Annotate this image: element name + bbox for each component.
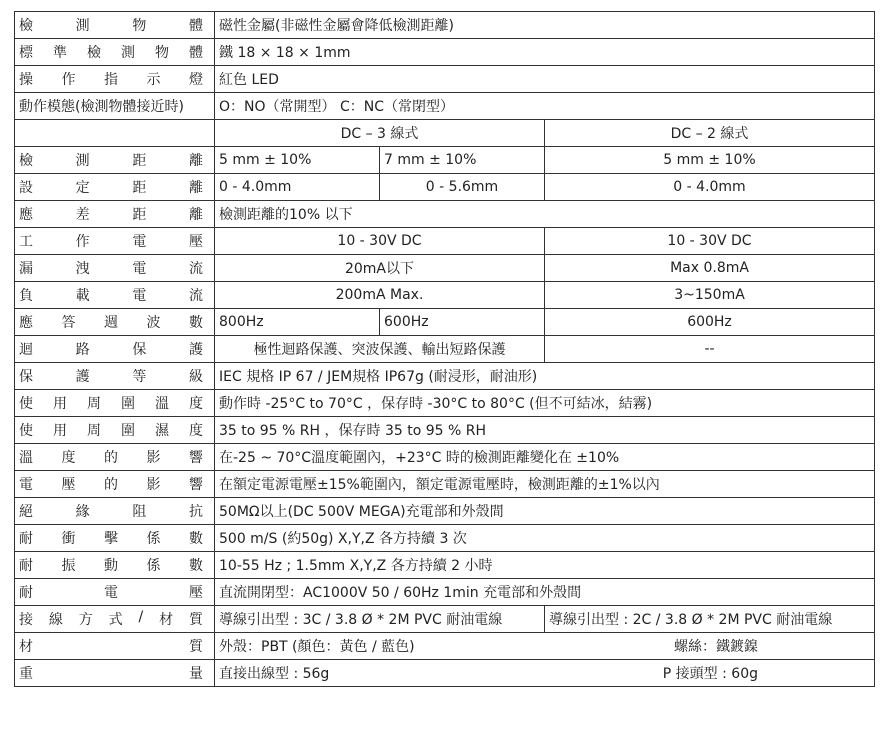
label-char: 度 [189, 423, 203, 439]
label-char: 響 [189, 477, 203, 493]
label-char: 壓 [189, 585, 203, 601]
value-dc3: 20mA以下 [215, 255, 545, 282]
spec-table [14, 11, 875, 687]
label-char: 式 [108, 612, 123, 628]
value-c: 0 - 4.0mm [545, 174, 875, 201]
split-value [219, 636, 870, 656]
row-value: 35 to 95 % RH ，保存時 35 to 95 % RH [215, 417, 875, 444]
label-char: 阻 [132, 504, 147, 520]
label-char: 操 [19, 72, 33, 88]
label-char: 離 [188, 207, 203, 223]
header-dc3: DC – 3 線式 [215, 120, 545, 147]
row-label [15, 255, 215, 282]
row-label-text [19, 555, 207, 575]
row-label [15, 579, 215, 606]
label-char: 抗 [188, 504, 203, 520]
row-label [15, 660, 215, 687]
row-label-text [19, 258, 207, 278]
label-char: 指 [104, 72, 118, 88]
table-row [15, 660, 875, 687]
row-label [15, 363, 215, 390]
value-b: 0 - 5.6mm [380, 174, 545, 201]
label-char: 波 [146, 315, 161, 331]
value-dc3: 導線引出型 : 3C / 3.8 Ø * 2M PVC 耐油電線 [215, 606, 545, 633]
row-label [15, 309, 215, 336]
label-char: 耐 [19, 585, 33, 601]
row-value: O：NO（常開型） C：NC（常閉型） [215, 93, 875, 120]
label-char: 流 [188, 288, 203, 304]
label-char: 緣 [75, 504, 90, 520]
label-char: 護 [188, 342, 203, 358]
label-char: 用 [53, 423, 67, 439]
label-char: 測 [121, 45, 135, 61]
label-char: 影 [146, 450, 161, 466]
label-char: 洩 [75, 261, 90, 277]
value-dc3: 極性迴路保護、突波保護、輸出短路保護 [215, 336, 545, 363]
label-char: 負 [19, 288, 33, 304]
label-char: 材 [19, 639, 33, 655]
label-char: 重 [19, 666, 33, 682]
row-label [15, 606, 215, 633]
label-char: 作 [75, 234, 90, 250]
table-row [15, 444, 875, 471]
table-row [15, 552, 875, 579]
row-label [15, 444, 215, 471]
row-label [15, 120, 215, 147]
label-char: 距 [132, 153, 147, 169]
value-left: 直接出線型 : 56g [219, 666, 330, 682]
row-label-text [19, 366, 207, 386]
row-label [15, 228, 215, 255]
label-char: 標 [19, 45, 33, 61]
label-char: 週 [104, 315, 118, 331]
row-label-text [19, 204, 207, 224]
label-char: 線 [48, 612, 63, 628]
label-char: 用 [53, 396, 67, 412]
table-row [15, 282, 875, 309]
row-label [15, 633, 215, 660]
table-row [15, 633, 875, 660]
label-char: 數 [189, 558, 203, 574]
label-char: 數 [189, 531, 203, 547]
label-char: 載 [75, 288, 90, 304]
label-char: 衝 [61, 531, 76, 547]
row-value: 直流開閉型：AC1000V 50 / 60Hz 1min 充電部和外殼間 [215, 579, 875, 606]
label-char: 周 [87, 423, 101, 439]
label-char: 檢 [19, 18, 33, 34]
label-char: 濕 [155, 423, 169, 439]
label-char: 耐 [19, 558, 33, 574]
label-char: 的 [104, 477, 118, 493]
value-dc2: 導線引出型 : 2C / 3.8 Ø * 2M PVC 耐油電線 [545, 606, 875, 633]
label-char: 方 [78, 612, 93, 628]
label-char: 物 [155, 45, 169, 61]
label-char: 擊 [104, 531, 118, 547]
row-label [15, 417, 215, 444]
value-left: 外殼：PBT (顏色：黃色 / 藍色) [219, 639, 415, 655]
value-b: 600Hz [380, 309, 545, 336]
label-char: 流 [188, 261, 203, 277]
row-label-text [19, 501, 207, 521]
table-row [15, 93, 875, 120]
label-char: 接 [19, 612, 33, 628]
value-c: 600Hz [545, 309, 875, 336]
value-right: P 接頭型 : 60g [662, 666, 758, 682]
table-row [15, 579, 875, 606]
label-char: 等 [132, 369, 147, 385]
label-char: 量 [189, 666, 203, 682]
label-char: 漏 [19, 261, 33, 277]
row-label [15, 390, 215, 417]
table-row [15, 120, 875, 147]
label-char: 體 [189, 45, 203, 61]
row-label [15, 147, 215, 174]
label-char: 電 [104, 585, 118, 601]
label-char: 應 [19, 207, 33, 223]
split-value [219, 663, 870, 683]
label-char: 示 [146, 72, 161, 88]
value-right: 螺絲：鐵鍍鎳 [674, 639, 758, 655]
label-char: 動作模態(檢測物體接近時) [19, 99, 184, 115]
row-label-text [19, 96, 207, 116]
row-label-text [19, 339, 207, 359]
label-char: 壓 [61, 477, 76, 493]
row-label-text [19, 420, 207, 440]
value-dc2: Max 0.8mA [545, 255, 875, 282]
table-row [15, 39, 875, 66]
label-char: 應 [19, 315, 33, 331]
row-value: IEC 規格 IP 67 / JEM規格 IP67g (耐浸形，耐油形) [215, 363, 875, 390]
label-char: 檢 [87, 45, 101, 61]
value-c: 5 mm ± 10% [545, 147, 875, 174]
row-label [15, 282, 215, 309]
label-char: 絕 [19, 504, 33, 520]
table-row [15, 498, 875, 525]
value-a: 5 mm ± 10% [215, 147, 380, 174]
label-char: 保 [19, 369, 33, 385]
row-label-text [19, 582, 207, 602]
spec-table-body [15, 12, 875, 687]
row-label-text [19, 15, 207, 35]
label-char: 使 [19, 423, 33, 439]
table-row [15, 525, 875, 552]
row-value: 在額定電源電壓±15%範圍內，額定電源電壓時，檢測距離的±1%以內 [215, 471, 875, 498]
row-label-text [19, 393, 207, 413]
row-label-text [19, 447, 207, 467]
table-row [15, 417, 875, 444]
row-label-text [19, 231, 207, 251]
label-char: 質 [188, 612, 203, 628]
label-char: 離 [188, 180, 203, 196]
label-char: 答 [61, 315, 76, 331]
label-char: 作 [61, 72, 76, 88]
table-row [15, 228, 875, 255]
label-char: 測 [75, 18, 90, 34]
label-char: 路 [75, 342, 90, 358]
label-char: 電 [19, 477, 33, 493]
row-value: 紅色 LED [215, 66, 875, 93]
label-char: 迴 [19, 342, 33, 358]
row-label-text [19, 285, 207, 305]
row-label [15, 525, 215, 552]
table-row [15, 309, 875, 336]
row-label [15, 471, 215, 498]
label-char: 離 [188, 153, 203, 169]
value-dc2: 3~150mA [545, 282, 875, 309]
label-char: 工 [19, 234, 33, 250]
table-row [15, 147, 875, 174]
label-char: 燈 [189, 72, 203, 88]
label-char: 圍 [121, 396, 135, 412]
row-label-text [19, 312, 207, 332]
row-label-text [19, 528, 207, 548]
row-label-text [19, 474, 207, 494]
label-char: 耐 [19, 531, 33, 547]
row-value: 鐵 18 × 18 × 1mm [215, 39, 875, 66]
label-char: 數 [189, 315, 203, 331]
row-value: 500 m/S (約50g) X,Y,Z 各方持續 3 次 [215, 525, 875, 552]
label-char: 動 [104, 558, 118, 574]
value-a: 0 - 4.0mm [215, 174, 380, 201]
label-char: 電 [132, 234, 147, 250]
row-label-text [19, 177, 207, 197]
row-label [15, 552, 215, 579]
label-char: 溫 [155, 396, 169, 412]
label-char: 電 [132, 288, 147, 304]
table-row [15, 174, 875, 201]
label-char: 溫 [19, 450, 33, 466]
label-char: 定 [75, 180, 90, 196]
row-label-text [19, 150, 207, 170]
label-char: 物 [132, 18, 147, 34]
table-row [15, 336, 875, 363]
label-char: 級 [188, 369, 203, 385]
value-dc2: -- [545, 336, 875, 363]
table-row [15, 390, 875, 417]
label-char: / [138, 609, 144, 625]
row-value: 50MΩ以上(DC 500V MEGA)充電部和外殼間 [215, 498, 875, 525]
row-label-text [19, 69, 207, 89]
label-char: 的 [104, 450, 118, 466]
row-value: 動作時 -25°C to 70°C ，保存時 -30°C to 80°C (但不可結冰，結霧) [215, 390, 875, 417]
table-row [15, 66, 875, 93]
row-label [15, 201, 215, 228]
table-row [15, 201, 875, 228]
label-char: 周 [87, 396, 101, 412]
label-char: 設 [19, 180, 33, 196]
row-value: 磁性金屬(非磁性金屬會降低檢測距離) [215, 12, 875, 39]
label-char: 係 [146, 531, 161, 547]
header-dc2: DC – 2 線式 [545, 120, 875, 147]
row-value: 檢測距離的10% 以下 [215, 201, 875, 228]
label-char: 體 [188, 18, 203, 34]
label-char: 係 [146, 558, 161, 574]
table-row [15, 363, 875, 390]
row-value [215, 633, 875, 660]
table-row [15, 606, 875, 633]
row-label-text [19, 609, 207, 629]
row-label-text [19, 636, 207, 656]
value-dc3: 200mA Max. [215, 282, 545, 309]
label-char: 測 [75, 153, 90, 169]
row-label [15, 39, 215, 66]
value-a: 800Hz [215, 309, 380, 336]
row-label [15, 336, 215, 363]
label-char: 材 [159, 612, 174, 628]
label-char: 振 [61, 558, 76, 574]
label-char: 檢 [19, 153, 33, 169]
label-char: 護 [75, 369, 90, 385]
value-dc2: 10 - 30V DC [545, 228, 875, 255]
row-value: 在-25 ~ 70°C溫度範圍內，+23°C 時的檢測距離變化在 ±10% [215, 444, 875, 471]
label-char: 使 [19, 396, 33, 412]
row-value [215, 660, 875, 687]
label-char: 度 [189, 396, 203, 412]
label-char: 壓 [188, 234, 203, 250]
value-dc3: 10 - 30V DC [215, 228, 545, 255]
row-value: 10-55 Hz ; 1.5mm X,Y,Z 各方持續 2 小時 [215, 552, 875, 579]
label-char: 影 [146, 477, 161, 493]
label-char: 度 [61, 450, 76, 466]
label-char: 質 [189, 639, 203, 655]
label-char: 圍 [121, 423, 135, 439]
label-char: 響 [189, 450, 203, 466]
label-char: 距 [132, 207, 147, 223]
row-label-text [19, 42, 207, 62]
label-char: 準 [53, 45, 67, 61]
row-label [15, 498, 215, 525]
table-row [15, 255, 875, 282]
table-row [15, 471, 875, 498]
label-char: 差 [75, 207, 90, 223]
table-row [15, 12, 875, 39]
row-label [15, 174, 215, 201]
row-label [15, 12, 215, 39]
label-char: 電 [132, 261, 147, 277]
value-b: 7 mm ± 10% [380, 147, 545, 174]
row-label [15, 93, 215, 120]
row-label [15, 66, 215, 93]
label-char: 保 [132, 342, 147, 358]
row-label-text [19, 663, 207, 683]
label-char: 距 [132, 180, 147, 196]
